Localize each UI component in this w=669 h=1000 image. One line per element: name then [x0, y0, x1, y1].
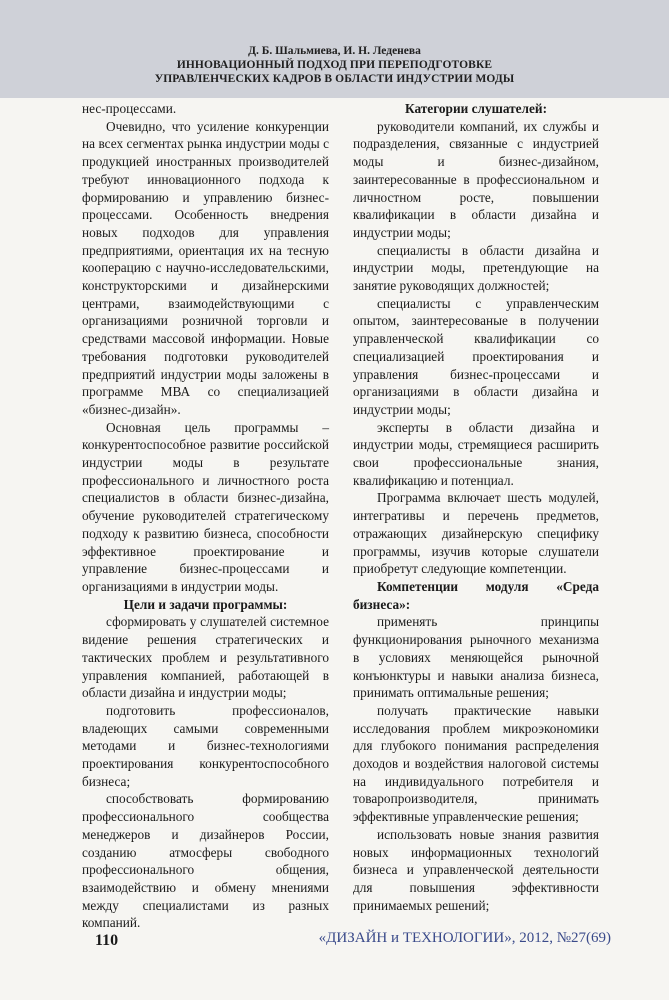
article-title-line-2: УПРАВЛЕНЧЕСКИХ КАДРОВ В ОБЛАСТИ ИНДУСТРИИ МОДЫ	[154, 73, 515, 85]
running-header	[0, 44, 669, 86]
paragraph: руководители компаний, их службы и подразделения, связанные с индустрией моды и бизнес-дизайном, заинтересованные в профессиональном и личностном росте, повышении квалификации в области дизайна и индустрии моды;	[353, 118, 599, 240]
left-text-column	[82, 100, 329, 932]
paragraph: специалисты в области дизайна и индустрии моды, претендующие на занятие руководящих должностей;	[353, 242, 599, 294]
paragraph: эксперты в области дизайна и индустрии моды, стремящиеся расширить свои профессиональные знания, квалификацию и потенциал.	[353, 419, 599, 488]
paragraph: Программа включает шесть модулей, интегративы и перечень предметов, отражающих дизайнерскую специфику программы, изучив которые слушатели приобретут следующие компетенции.	[353, 490, 599, 577]
paragraph: получать практические навыки исследования проблем микроэкономики для глубокого понимания распределения доходов и воздействия налоговой системы на индивидуального потребителя и товаропроизводителя, принимать эффективные управленческие решения;	[353, 702, 599, 825]
paragraph: Очевидно, что усиление конкуренции на всех сегментах рынка индустрии моды с продукцией иностранных производителей требуют инновационного подхода к формированию и управлению бизнес-процессами. Особенность внедрения новых подходов для управления предприятиями, ориентация их на тесную кооперацию с научно-исследовательскими, конструкторскими и дизайнерскими центрами, взаимодействующими с организациями розничной торговли и средствами массовой информации. Новые требования подготовки руководителей предприятий индустрии моды заложены в программе МВА со специализацией «бизнес-дизайн».	[82, 118, 329, 417]
article-title-line-1: ИННОВАЦИОННЫЙ ПОДХОД ПРИ ПЕРЕПОДГОТОВКЕ	[176, 59, 493, 71]
paragraph: Основная цель программы – конкурентоспособное развитие российской индустрии моды в результате профессионального и личностного роста специалистов в области бизнес-дизайна, обучение руководителей стратегическому подходу к развитию бизнеса, способности эффективное проектирование и управление бизнес-процессами и организациями в индустрии моды.	[82, 419, 329, 594]
section-heading: Компетенции модуля «Среда бизнеса»:	[353, 578, 599, 612]
section-heading: Цели и задачи программы:	[123, 596, 288, 612]
right-text-column	[353, 100, 599, 914]
paragraph: специалисты с управленческим опытом, заинтересованые в получении управленческой квалификации со специализацией проектирования и управления бизнес-процессами и организациями в области дизайна и индустрии моды;	[353, 295, 599, 417]
page-number: 110	[95, 932, 119, 949]
paragraph: применять принципы функционирования рыночного механизма в условиях меняющейся рыночной конъюнктуры и навыки анализа бизнеса, принимать оптимальные решения;	[353, 614, 599, 701]
paragraph: нес-процессами.	[82, 101, 177, 116]
paragraph: сформировать у слушателей системное видение решения стратегических и тактических проблем и результативного управления компанией, работающей в области дизайна и индустрии моды;	[82, 614, 329, 701]
paragraph: использовать новые знания развития новых информационных технологий бизнеса и управленческой деятельности для повышения эффективности принимаемых решений;	[353, 826, 599, 913]
page-footer	[0, 926, 669, 956]
journal-citation: «ДИЗАЙН и ТЕХНОЛОГИИ», 2012, №27(69)	[318, 930, 611, 946]
article-authors: Д. Б. Шальмиева, И. Н. Леденева	[248, 45, 421, 57]
section-heading: Категории слушателей:	[404, 101, 548, 116]
paragraph: способствовать формированию профессионального сообщества менеджеров и дизайнеров России, созданию атмосферы свободного профессионального общения, взаимодействию и обмену мнениями между специалистами из разных компаний.	[82, 791, 329, 931]
paragraph: подготовить профессионалов, владеющих самыми современными методами и бизнес-технологиями проектирования конкурентоспособного бизнеса;	[82, 702, 329, 789]
